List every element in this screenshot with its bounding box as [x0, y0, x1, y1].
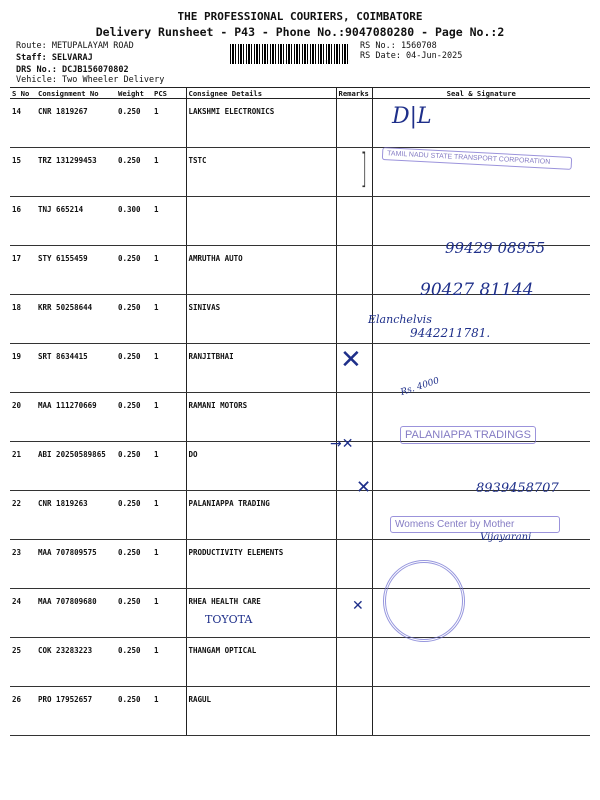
signature-row14: D|L	[392, 104, 432, 129]
arrow-mark: →✕	[330, 436, 354, 452]
cell-pcs: 1	[152, 393, 186, 442]
runsheet-title: Delivery Runsheet - P43 - Phone No.:9047080280 - Page No.:2	[95, 25, 505, 39]
table-row	[10, 99, 590, 148]
cell-remarks	[336, 295, 372, 344]
cell-sno: 24	[10, 589, 36, 638]
runsheet-table	[10, 87, 590, 736]
rs-number: RS No.: 1560708	[360, 41, 437, 51]
cell-pcs: 1	[152, 442, 186, 491]
cell-remarks	[336, 99, 372, 148]
cell-consignee: RAGUL	[186, 687, 336, 736]
cell-weight: 0.300	[116, 197, 152, 246]
cell-pcs: 1	[152, 99, 186, 148]
cell-signature	[372, 638, 590, 687]
cell-consignment: COK 23283223	[36, 638, 116, 687]
cell-consignee: LAKSHMI ELECTRONICS	[186, 99, 336, 148]
cell-weight: 0.250	[116, 99, 152, 148]
col-consignee: Consignee Details	[186, 88, 336, 99]
cell-weight: 0.250	[116, 589, 152, 638]
cell-consignment: KRR 50258644	[36, 295, 116, 344]
cell-consignee: TSTC	[186, 148, 336, 197]
cell-consignee	[186, 197, 336, 246]
cell-pcs: 1	[152, 295, 186, 344]
cell-consignee: SINIVAS	[186, 295, 336, 344]
cell-weight: 0.250	[116, 491, 152, 540]
cell-consignment: ABI 20250589865	[36, 442, 116, 491]
cell-pcs: 1	[152, 491, 186, 540]
col-weight: Weight	[116, 88, 152, 99]
cell-consignment: SRT 8634415	[36, 344, 116, 393]
cell-remarks	[336, 197, 372, 246]
cell-remarks	[336, 393, 372, 442]
cell-weight: 0.250	[116, 540, 152, 589]
cell-sno: 21	[10, 442, 36, 491]
cell-remarks	[336, 246, 372, 295]
cell-consignee: PALANIAPPA TRADING	[186, 491, 336, 540]
table-row	[10, 687, 590, 736]
cell-signature	[372, 687, 590, 736]
name-row19: Elanchelvis	[368, 313, 432, 326]
sign-row24: Vijayarani	[480, 532, 532, 543]
cell-consignee: THANGAM OPTICAL	[186, 638, 336, 687]
cell-consignment: TRZ 131299453	[36, 148, 116, 197]
cross-mark: ✕	[340, 345, 362, 375]
cell-sno: 25	[10, 638, 36, 687]
cell-consignee: AMRUTHA AUTO	[186, 246, 336, 295]
cell-pcs: 1	[152, 638, 186, 687]
note-row26: TOYOTA	[205, 613, 253, 626]
cell-pcs: 1	[152, 589, 186, 638]
col-consignment: Consignment No	[36, 88, 116, 99]
barcode	[230, 44, 350, 64]
round-seal	[383, 560, 465, 642]
cell-sno: 18	[10, 295, 36, 344]
cell-consignment: CNR 1819267	[36, 99, 116, 148]
cell-signature	[372, 344, 590, 393]
cell-consignee: RAMANI MOTORS	[186, 393, 336, 442]
drs-number: DRS No.: DCJB156070802	[16, 65, 129, 75]
cell-sno: 20	[10, 393, 36, 442]
col-pcs: PCS	[152, 88, 186, 99]
cell-remarks	[336, 540, 372, 589]
cell-sno: 23	[10, 540, 36, 589]
company-name: THE PROFESSIONAL COURIERS, COIMBATORE	[177, 10, 423, 23]
phone-row18: 90427 81144	[420, 280, 534, 300]
cell-consignment: CNR 1819263	[36, 491, 116, 540]
cell-weight: 0.250	[116, 393, 152, 442]
cell-consignment: MAA 707809575	[36, 540, 116, 589]
cell-weight: 0.250	[116, 638, 152, 687]
cell-consignee: PRODUCTIVITY ELEMENTS	[186, 540, 336, 589]
phone-row23: 8939458707	[476, 481, 559, 496]
cell-weight: 0.250	[116, 246, 152, 295]
cell-consignment: STY 6155459	[36, 246, 116, 295]
vehicle: Vehicle: Two Wheeler Delivery	[16, 75, 165, 85]
stamp-row15: TAMIL NADU STATE TRANSPORT CORPORATION	[382, 147, 572, 170]
cell-sno: 16	[10, 197, 36, 246]
col-sno: S No	[10, 88, 36, 99]
cell-pcs: 1	[152, 246, 186, 295]
phone-row19: 9442211781.	[410, 326, 491, 340]
cell-weight: 0.250	[116, 295, 152, 344]
table-header	[10, 88, 590, 99]
cell-weight: 0.250	[116, 687, 152, 736]
cell-consignee: DO	[186, 442, 336, 491]
table-row	[10, 344, 590, 393]
table-row	[10, 638, 590, 687]
cell-sno: 17	[10, 246, 36, 295]
rs-date: RS Date: 04-Jun-2025	[360, 51, 463, 61]
cell-pcs: 1	[152, 197, 186, 246]
stamp-row22: PALANIAPPA TRADINGS	[400, 426, 536, 444]
cell-sno: 14	[10, 99, 36, 148]
cell-pcs: 1	[152, 687, 186, 736]
cell-consignment: PRO 17952657	[36, 687, 116, 736]
cell-weight: 0.250	[116, 344, 152, 393]
cross-mark: ✕	[352, 598, 364, 614]
cell-consignment: TNJ 665214	[36, 197, 116, 246]
table-row	[10, 540, 590, 589]
cell-weight: 0.250	[116, 442, 152, 491]
cell-sno: 15	[10, 148, 36, 197]
col-signature: Seal & Signature	[372, 88, 590, 99]
cell-consignment: MAA 707809680	[36, 589, 116, 638]
cell-pcs: 1	[152, 148, 186, 197]
cross-mark: ✕	[356, 477, 372, 498]
route: Route: METUPALAYAM ROAD	[16, 41, 134, 51]
cell-consignee: RHEA HEALTH CARE	[186, 589, 336, 638]
note-row21: Rs. 4000	[399, 376, 441, 398]
bracket-mark: ]	[360, 146, 367, 192]
cell-remarks	[336, 638, 372, 687]
cell-sno: 26	[10, 687, 36, 736]
col-remarks: Remarks	[336, 88, 372, 99]
cell-weight: 0.250	[116, 148, 152, 197]
cell-sno: 22	[10, 491, 36, 540]
cell-consignee: RANJITBHAI	[186, 344, 336, 393]
stamp-row24: Womens Center by Mother	[390, 516, 560, 533]
staff: Staff: SELVARAJ	[16, 53, 93, 63]
cell-sno: 19	[10, 344, 36, 393]
cell-pcs: 1	[152, 540, 186, 589]
phone-row17: 99429 08955	[445, 239, 546, 257]
cell-remarks	[336, 687, 372, 736]
cell-pcs: 1	[152, 344, 186, 393]
table-row	[10, 295, 590, 344]
table-row	[10, 589, 590, 638]
cell-consignment: MAA 111270669	[36, 393, 116, 442]
